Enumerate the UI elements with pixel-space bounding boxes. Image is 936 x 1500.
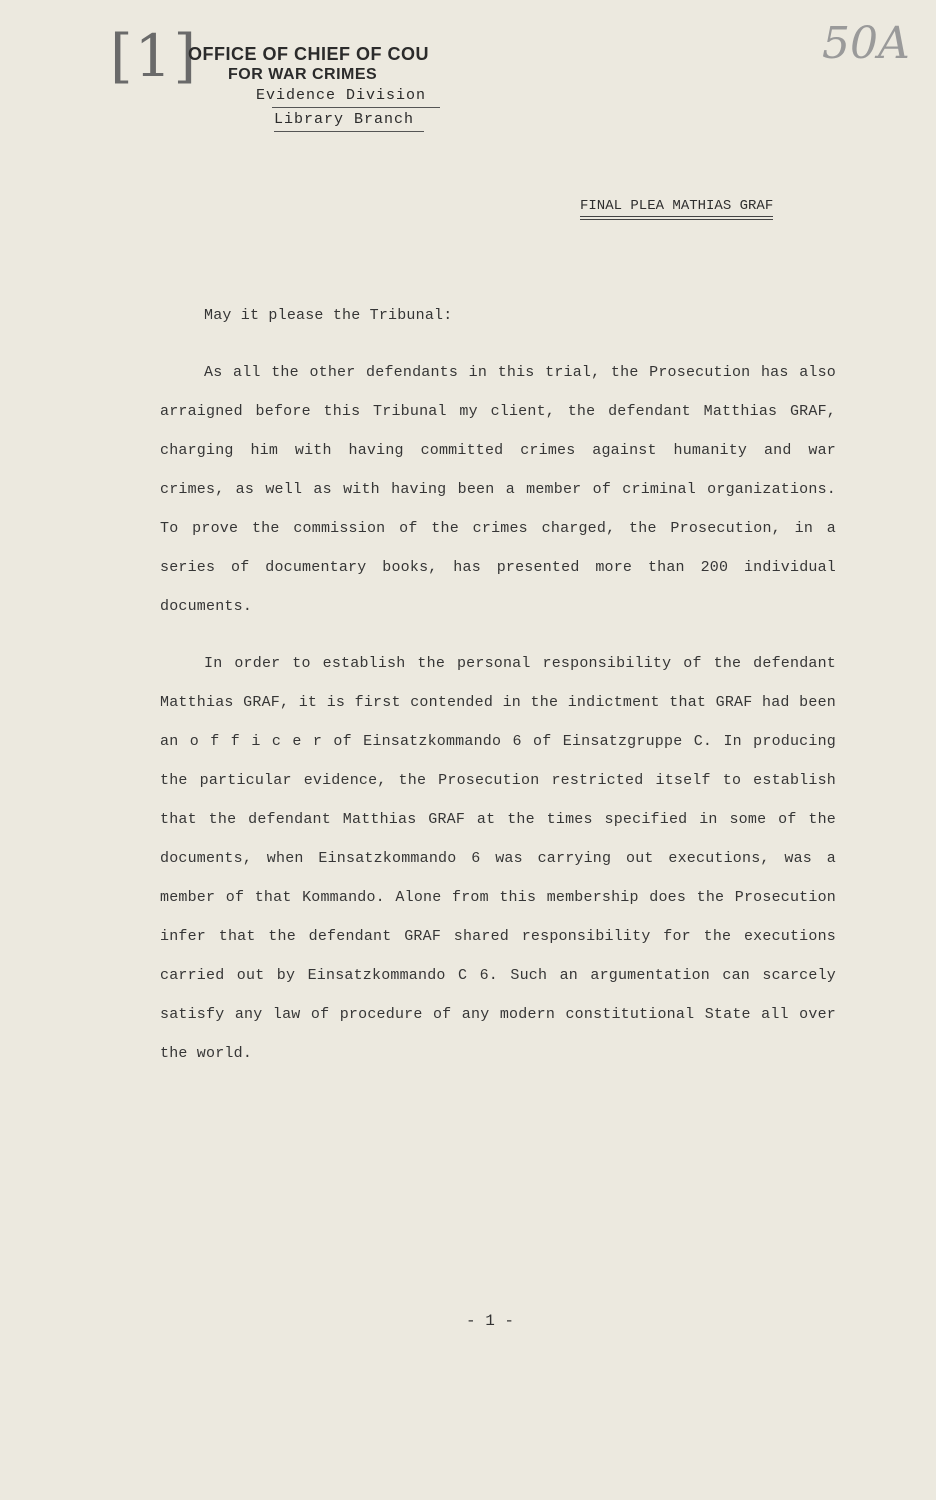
salutation: May it please the Tribunal: [204,307,453,324]
office-stamp [188,44,488,132]
stamp-divider [272,107,440,108]
document-body [160,296,836,1073]
stamp-line-library-branch: Library Branch [274,111,415,128]
bracket-annotation: [1] [110,22,199,90]
stamp-line-war-crimes: FOR WAR CRIMES [228,66,378,83]
stamp-line-office: OFFICE OF CHIEF OF COU [188,44,429,64]
handwritten-page-number: 50A [822,18,910,69]
paragraph: In order to establish the personal responsibility of the defendant Matthias GRAF, it is first contended in the indictment that GRAF had been an o f f i c e r of Einsatzkommando 6 of Einsatzgruppe C. In producing the particular evidence, the Prosecution restricted itself to establish that the defendant Matthias GRAF at the times specified in some of the documents, when Einsatzkommando 6 was carrying out executions, was a member of that Kommando. Alone from this membership does the Prosecution infer that the defendant GRAF shared responsibility for the executions carried out by Einsatzkommando C 6. Such an argumentation can scarcely satisfy any law of procedure of any modern constitutional State all over the world. [160,655,836,1062]
stamp-divider [274,131,424,132]
stamp-line-evidence-division: Evidence Division [256,87,427,104]
page-number: - 1 - [465,1312,514,1330]
paragraph: As all the other defendants in this trial, the Prosecution has also arraigned before this Tribunal my client, the defendant Matthias GRAF, charging him with having committed crimes against humanity and war crimes, as well as with having been a member of criminal organizations. To prove the commission of the crimes charged, the Prosecution, in a series of documentary books, has presented more than 200 individual documents. [160,364,836,615]
document-title: FINAL PLEA MATHIAS GRAF [580,198,773,217]
